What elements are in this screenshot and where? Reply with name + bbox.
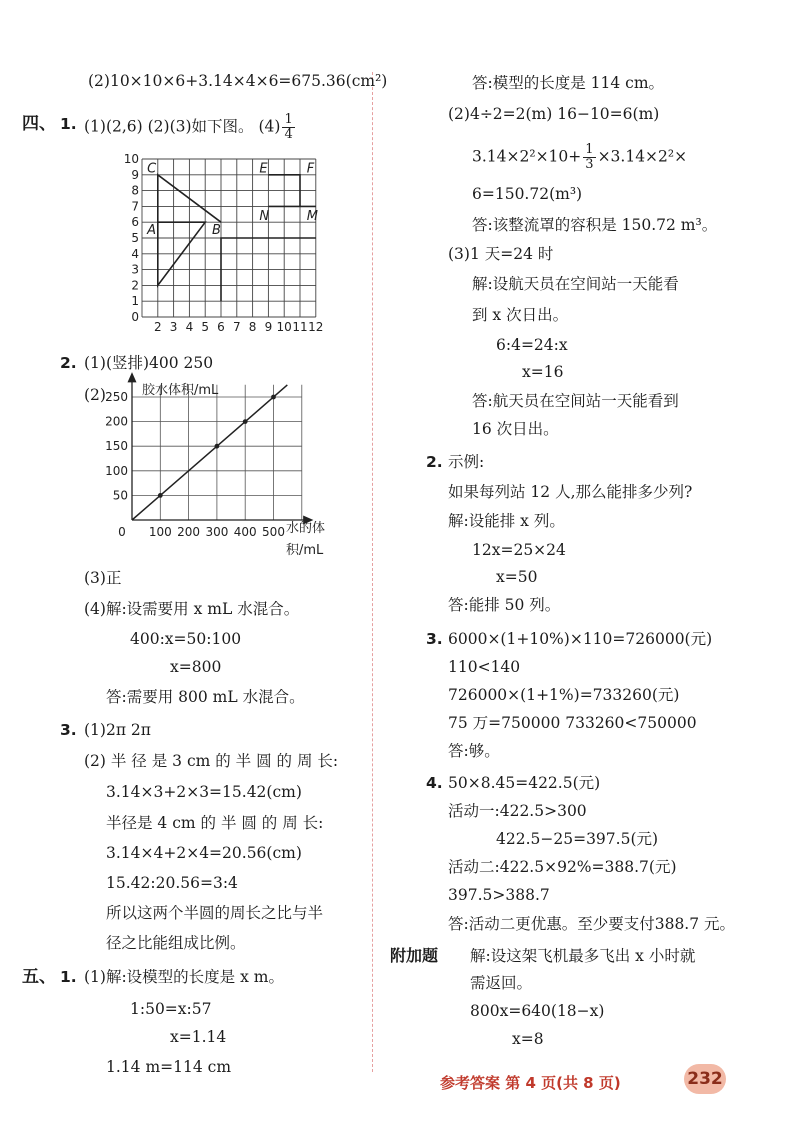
- data-point: [215, 444, 220, 449]
- answer-line: 解:设这架飞机最多飞出 x 小时就: [470, 947, 696, 965]
- answer-text: (1)(2,6) (2)(3)如下图。 (4): [84, 117, 281, 136]
- answer-line: [84, 113, 297, 142]
- answer-line: 答:航天员在空间站一天能看到: [472, 392, 679, 410]
- answer-line: 如果每列站 12 人,那么能排多少列?: [448, 483, 693, 501]
- data-point: [271, 395, 276, 400]
- y-tick-label: 1: [131, 294, 139, 309]
- data-point: [158, 493, 163, 498]
- answer-line: (1)解:设模型的长度是 x m。: [84, 968, 284, 986]
- answer-line: 到 x 次日出。: [472, 306, 569, 324]
- y-axis-arrow: [129, 374, 136, 382]
- answer-line: 活动一:422.5>300: [448, 802, 587, 820]
- answer-line: 110<140: [448, 658, 521, 676]
- answer-line: 答:模型的长度是 114 cm。: [472, 74, 665, 92]
- answer-line: 50×8.45=422.5(元): [448, 774, 601, 792]
- y-tick-label: 8: [131, 183, 139, 198]
- answer-line: [472, 143, 687, 172]
- answer-line: 422.5−25=397.5(元): [496, 830, 659, 848]
- x-tick-label: 10: [276, 320, 292, 334]
- y-tick-label: 4: [131, 246, 139, 261]
- fraction-denominator: 4: [284, 127, 293, 142]
- x-tick-label: 0: [118, 525, 126, 539]
- answer-line: 397.5>388.7: [448, 886, 550, 904]
- answer-line: (2) 半 径 是 3 cm 的 半 圆 的 周 长:: [84, 752, 339, 770]
- answer-line: 解:设航天员在空间站一天能看: [472, 275, 679, 293]
- x-tick-label: 5: [201, 320, 210, 334]
- answer-line: 答:活动二更优惠。至少要支付388.7 元。: [448, 915, 736, 933]
- answer-text: 3.14×2²×10+: [472, 147, 582, 166]
- answer-line: 6:4=24:x: [496, 336, 568, 354]
- y-tick-label: 0: [131, 310, 139, 324]
- series-line: [132, 385, 287, 520]
- question-number: 2.: [60, 354, 77, 372]
- y-tick-label: 9: [131, 167, 139, 182]
- x-axis-label: 水的体: [286, 521, 326, 536]
- question-number: 1.: [60, 968, 77, 986]
- fraction-denominator: 3: [585, 157, 594, 172]
- y-axis-label: 胶水体积/mL: [142, 383, 219, 398]
- x-tick-label: 11: [292, 320, 308, 334]
- question-number: 2.: [426, 453, 443, 471]
- answer-line: 径之比能组成比例。: [106, 934, 246, 952]
- fraction: [282, 113, 294, 142]
- answer-line: 1:50=x:57: [130, 1000, 212, 1018]
- x-tick-label: 300: [205, 525, 229, 539]
- x-tick-label: 7: [232, 320, 241, 334]
- coordinate-grid: [108, 150, 328, 335]
- answer-line: 半径是 4 cm 的 半 圆 的 周 长:: [106, 814, 324, 832]
- x-tick-label: 3: [169, 320, 178, 334]
- y-tick-label: 250: [105, 390, 128, 404]
- x-tick-label: 2: [153, 320, 162, 334]
- bonus-question-label: 附加题: [390, 946, 439, 965]
- x-tick-label: 200: [177, 525, 201, 539]
- point-label: N: [259, 208, 270, 224]
- answer-line: 解:设能排 x 列。: [448, 512, 565, 530]
- point-label: B: [211, 223, 221, 239]
- fraction: [583, 143, 595, 172]
- answer-line: (1)(竖排)400 250: [84, 354, 214, 372]
- answer-line: x=800: [170, 658, 222, 676]
- answer-line: (2): [84, 386, 106, 404]
- y-tick-label: 7: [131, 199, 139, 214]
- point-label: F: [306, 161, 315, 177]
- answer-line: 6000×(1+10%)×110=726000(元): [448, 630, 713, 648]
- x-axis-label-unit: 积/mL: [286, 543, 324, 558]
- y-tick-label: 100: [105, 463, 128, 478]
- answer-line: 12x=25×24: [472, 541, 566, 559]
- answer-line: 400:x=50:100: [130, 630, 242, 648]
- answer-line: 需返回。: [470, 974, 533, 992]
- y-tick-label: 2: [131, 278, 139, 293]
- answer-line: 3.14×3+2×3=15.42(cm): [106, 783, 302, 801]
- y-tick-label: 200: [105, 414, 128, 429]
- question-number: 3.: [60, 721, 77, 739]
- answer-line: 答:能排 50 列。: [448, 596, 561, 614]
- answer-line: x=50: [496, 568, 538, 586]
- point-label: C: [147, 161, 157, 177]
- x-tick-label: 8: [248, 320, 257, 334]
- answer-line: 所以这两个半圆的周长之比与半: [106, 904, 324, 922]
- x-tick-label: 4: [185, 320, 194, 334]
- answer-line: (3)1 天=24 时: [448, 245, 554, 263]
- x-tick-label: 9: [264, 320, 273, 334]
- page-number-badge: 232: [684, 1064, 726, 1094]
- answer-line: 16 次日出。: [472, 420, 559, 438]
- y-tick-label: 3: [131, 262, 139, 277]
- question-number: 4.: [426, 774, 443, 792]
- answer-line: (2)4÷2=2(m) 16−10=6(m): [448, 105, 660, 123]
- answer-line: x=16: [522, 363, 564, 381]
- answer-line: 726000×(1+1%)=733260(元): [448, 686, 680, 704]
- answer-line: 活动二:422.5×92%=388.7(元): [448, 858, 677, 876]
- answer-line: (2)10×10×6+3.14×4×6=675.36(cm²): [88, 72, 388, 90]
- column-divider: [372, 72, 373, 1072]
- point-label: M: [306, 208, 318, 224]
- y-tick-label: 50: [112, 488, 128, 503]
- section-five-label: 五、: [22, 967, 56, 987]
- fraction-numerator: 1: [284, 112, 293, 127]
- line-chart: [105, 374, 348, 560]
- data-point: [243, 419, 248, 424]
- answer-line: 3.14×4+2×4=20.56(cm): [106, 844, 302, 862]
- question-number: 1.: [60, 115, 77, 133]
- section-four-label: 四、: [22, 114, 56, 134]
- answer-line: 答:该整流罩的容积是 150.72 m³。: [472, 216, 718, 234]
- x-tick-label: 100: [148, 525, 172, 539]
- x-tick-label: 6: [217, 320, 225, 334]
- answer-line: 15.42:20.56=3:4: [106, 874, 238, 892]
- x-tick-label: 12: [308, 320, 324, 334]
- x-tick-label: 400: [233, 525, 257, 539]
- fraction-numerator: 1: [585, 142, 594, 157]
- answer-line: 75 万=750000 733260<750000: [448, 714, 697, 732]
- y-tick-label: 5: [131, 231, 139, 245]
- y-tick-label: 150: [105, 439, 128, 454]
- answer-line: 1.14 m=114 cm: [106, 1058, 232, 1076]
- footer-reference: 参考答案 第 4 页(共 8 页): [440, 1074, 621, 1092]
- answer-line: x=1.14: [170, 1028, 227, 1046]
- answer-text: ×3.14×2²×: [597, 147, 688, 166]
- answer-line: (1)2π 2π: [84, 721, 151, 739]
- answer-line: 6=150.72(m³): [472, 185, 583, 203]
- point-label: E: [259, 161, 268, 177]
- question-number: 3.: [426, 630, 443, 648]
- answer-line: x=8: [512, 1030, 544, 1048]
- answer-line: 示例:: [448, 453, 485, 471]
- answer-line: (3)正: [84, 569, 122, 587]
- y-tick-label: 10: [123, 152, 139, 166]
- answer-line: (4)解:设需要用 x mL 水混合。: [84, 600, 300, 618]
- answer-line: 答:需要用 800 mL 水混合。: [106, 688, 305, 706]
- x-tick-label: 500: [262, 525, 285, 539]
- answer-line: 800x=640(18−x): [470, 1002, 605, 1020]
- point-label: A: [147, 223, 157, 239]
- answer-line: 答:够。: [448, 742, 500, 760]
- y-tick-label: 6: [131, 215, 139, 230]
